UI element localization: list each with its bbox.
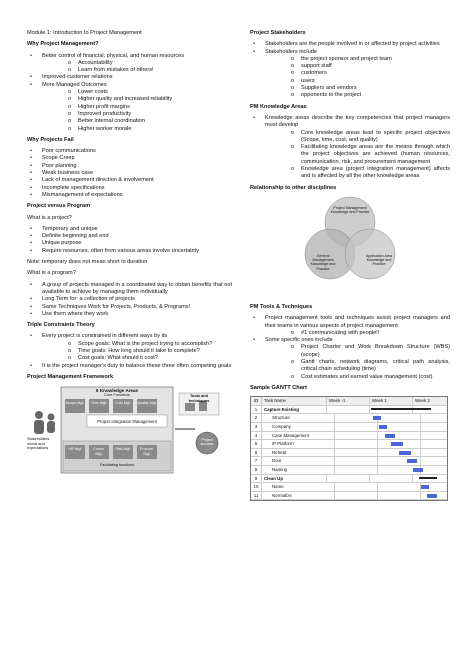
- gantt-cell: [335, 457, 378, 465]
- gantt-cell: [335, 466, 378, 474]
- tools-heading: PM Tools & Techniques: [250, 303, 313, 310]
- list-item: • Mismanagement of expectations: [27, 192, 232, 199]
- gantt-chart: [250, 396, 448, 501]
- knowledge-areas-label: 9 Knowledge Areas: [95, 388, 139, 394]
- sub-item: o Time goals: How long should it take to complete?: [42, 348, 232, 355]
- list-item: • More Managed Outcomes o Lower costs o Higher quality and increased reliability o Higher profit margins o Improved productivity o Better internal coordination o Higher worker morale: [27, 82, 232, 133]
- project-list: [27, 226, 232, 255]
- triple-constraints-heading: Triple Constraints Theory: [27, 322, 95, 329]
- sub-item: o Higher quality and increased reliability: [42, 96, 232, 103]
- gantt-heading: Sample GANTT Chart: [250, 384, 307, 391]
- list-item: • A group of projects managed in a coordinated way to obtain benefits that not available to achieve by managing them individually: [27, 282, 232, 297]
- gantt-bar: [371, 408, 431, 411]
- gantt-row-task: Capture Existing: [262, 406, 327, 414]
- gantt-col-week2: Week 2: [415, 398, 430, 404]
- person-icon: [34, 411, 55, 434]
- gantt-bar: [413, 468, 423, 472]
- list-item: • Use them where they work: [27, 311, 232, 318]
- list-item: • Definite beginning and end: [27, 233, 232, 240]
- facil-box-4: Procure. Mgt.: [140, 447, 154, 456]
- list-item: • Every project is constrained in different ways by its o Scope goals: What is the project trying to accomplish? o Time goals: How long should it take to complete? o Cost goals: What should it cost?: [27, 333, 232, 362]
- gantt-bar: [391, 442, 403, 446]
- sub-item: o Improved productivity: [42, 111, 232, 118]
- sub-item: o Scope goals: What is the project trying to accomplish?: [42, 341, 232, 348]
- gantt-col-week-minus1: Week -1: [327, 397, 370, 405]
- list-item: • Poor communications: [27, 148, 232, 155]
- gantt-col-week1: Week 1: [370, 397, 413, 405]
- gantt-row: [251, 457, 447, 466]
- gantt-row-id: 6: [251, 449, 262, 457]
- core-box-4: Quality Mgt.: [137, 401, 157, 406]
- gantt-row-task: Naming: [262, 466, 335, 474]
- gantt-row-task: Case Management: [262, 432, 335, 440]
- gantt-row-task: IP Platform: [262, 440, 335, 448]
- gantt-row-id: 5: [251, 440, 262, 448]
- gantt-row-id: 1: [251, 406, 262, 414]
- gantt-cell: [421, 432, 447, 440]
- core-box-1: Scope Mgt.: [65, 401, 85, 406]
- gantt-cell: [335, 432, 378, 440]
- gantt-row-id: 9: [251, 475, 262, 483]
- what-is-program: What is a program?: [27, 270, 76, 277]
- sub-item: o #1 communicating with people!!: [265, 330, 450, 337]
- venn-right-label: Application Area Knowledge and Practice: [366, 253, 392, 267]
- gantt-row: [251, 414, 447, 423]
- note-text: Note: temporary does not mean short in duration: [27, 259, 148, 266]
- sub-item: o Project Charter and Work Breakdown Structure (WBS) (scope): [265, 344, 450, 359]
- list-item: • Project management tools and techniques assist project managers and their teams in various aspects of project management o #1 communicating with people!!: [250, 315, 450, 337]
- gantt-cell: [335, 449, 378, 457]
- knowledge-areas-heading: PM Knowledge Areas: [250, 103, 307, 110]
- gantt-bar: [385, 434, 395, 438]
- gantt-col-id: ID: [251, 397, 262, 405]
- gantt-cell: [421, 414, 447, 422]
- what-is-project: What is a project?: [27, 214, 72, 221]
- list-item: • Incomplete specifications: [27, 185, 232, 192]
- gantt-row-task: Company: [262, 423, 335, 431]
- sub-item: o opponents to the project: [265, 92, 450, 99]
- gantt-bar: [419, 477, 437, 480]
- gantt-cell: [421, 466, 447, 474]
- gantt-row-task: Clean Up: [262, 475, 327, 483]
- gantt-cell: [370, 475, 413, 483]
- core-functions-label: Core Functions: [104, 393, 130, 398]
- sub-item: o Gantt charts, network diagrams, critical path analysis, critical chain scheduling (time): [265, 359, 450, 374]
- stakeholders-label: Stakeholders' needs and expectations: [27, 437, 50, 450]
- list-item: • Poor planning: [27, 163, 232, 170]
- gantt-cell: [378, 492, 421, 500]
- gantt-cell: [421, 449, 447, 457]
- facil-box-3: Risk Mgt.: [115, 447, 131, 452]
- gantt-row-id: 2: [251, 414, 262, 422]
- project-vs-program-heading: Project versus Program: [27, 203, 91, 210]
- tools-list: [250, 315, 450, 381]
- gantt-row: [251, 492, 447, 501]
- list-item: • Improved customer relations: [27, 74, 232, 81]
- gantt-row-task: Retreat: [262, 449, 335, 457]
- module-title: Module 1: Introduction to Project Management: [27, 30, 142, 36]
- tools-label: Tools and techniques: [188, 393, 210, 403]
- list-item: • Scope Creep: [27, 155, 232, 162]
- list-item: • Long Term for: a collection of projects: [27, 296, 232, 303]
- sub-item: o Lower costs: [42, 89, 232, 96]
- sub-item: o support staff: [265, 63, 450, 70]
- why-fail-list: [27, 148, 232, 199]
- gantt-bar: [407, 459, 417, 463]
- framework-figure: [27, 385, 227, 477]
- gantt-bar: [421, 485, 429, 489]
- gantt-cell: [421, 440, 447, 448]
- gantt-cell: [335, 492, 378, 500]
- gantt-row-id: 7: [251, 457, 262, 465]
- sub-item: o Better internal coordination: [42, 118, 232, 125]
- gantt-row: [251, 440, 447, 449]
- facil-box-1: HR Mgt.: [68, 447, 82, 452]
- sub-item: o the project sponsor and project team: [265, 56, 450, 63]
- sub-item: o Higher profit margins: [42, 104, 232, 111]
- triple-list: [27, 333, 232, 369]
- sub-item: o Learn from mistakes of others!: [42, 67, 232, 74]
- gantt-row: [251, 475, 447, 484]
- gantt-cell: [335, 414, 378, 422]
- list-item: • Weak business case: [27, 170, 232, 177]
- list-item: • It is the project manager's duty to balance these three often competing goals: [27, 363, 232, 370]
- gantt-cell: [327, 475, 370, 483]
- sub-item: o customers: [265, 70, 450, 77]
- core-box-2: Time Mgt.: [90, 401, 108, 406]
- why-pm-heading: Why Project Management?: [27, 41, 99, 48]
- gantt-row: [251, 423, 447, 432]
- gantt-row: [251, 449, 447, 458]
- relationship-heading: Relationship to other disciplines: [250, 184, 337, 191]
- stakeholders-list: [250, 41, 450, 99]
- gantt-row-task: Door: [262, 457, 335, 465]
- venn-diagram: [250, 196, 450, 280]
- why-pm-list: [27, 53, 232, 133]
- success-label: Project success: [200, 438, 214, 447]
- list-item: • Knowledge areas describe the key competencies that project managers must develop o Core knowledge areas lead to specific project objectives (Scope, time, cost, and quality) o Facilitating knowledge areas are the means through which the project objectives are achieved (human resources, communication, risk, and procurement management o Knowledge area (project integration management) affects and is affected by all the other knowledge areas: [250, 115, 450, 181]
- gantt-cell: [421, 457, 447, 465]
- left-column: [27, 30, 232, 483]
- stakeholders-heading: Project Stakeholders: [250, 30, 306, 36]
- program-list: [27, 282, 232, 318]
- list-item: • Lack of management direction & involvement: [27, 177, 232, 184]
- why-fail-heading: Why Projects Fail: [27, 136, 74, 143]
- gantt-cell: [378, 414, 421, 422]
- sub-item: o users: [265, 78, 450, 85]
- list-item: • Unique purpose: [27, 240, 232, 247]
- knowledge-list: [250, 115, 450, 181]
- sub-item: o Core knowledge areas lead to specific project objectives (Scope, time, cost, and quality): [265, 130, 450, 145]
- sub-item: o Accountability: [42, 60, 232, 67]
- gantt-bar: [373, 416, 381, 420]
- sub-item: o Higher worker morale: [42, 126, 232, 133]
- sub-item: o Facilitating knowledge areas are the means through which the project objectives are achieved (human resources, communication, risk, and procurement management: [265, 144, 450, 166]
- right-column: [250, 30, 450, 501]
- gantt-cell: [335, 440, 378, 448]
- facil-box-2: Comm. Mgt.: [93, 447, 105, 456]
- gantt-bar: [399, 451, 411, 455]
- sub-item: o Knowledge area (project integration management) affects and is affected by all the other knowledge areas: [265, 166, 450, 181]
- venn-top-label: Project Management Knowledge and Practice: [330, 205, 370, 215]
- gantt-bar: [379, 425, 387, 429]
- gantt-header: [251, 397, 447, 406]
- gantt-row-id: 8: [251, 466, 262, 474]
- gantt-cell: [378, 483, 421, 491]
- gantt-row: [251, 483, 447, 492]
- list-item: • Better control of financial, physical, and human resources o Accountability o Learn from mistakes of others!: [27, 53, 232, 75]
- sub-item: o Cost estimates and earned value management (cost): [265, 374, 450, 381]
- gantt-row-id: 10: [251, 483, 262, 491]
- sub-item: o Cost goals: What should it cost?: [42, 355, 232, 362]
- gantt-row-id: 4: [251, 432, 262, 440]
- gantt-row-task: Normalize: [262, 492, 335, 500]
- integration-label: Project Integration Management: [97, 419, 157, 425]
- list-item: • Require resources, often from various areas involve uncertainty: [27, 248, 232, 255]
- facil-functions-label: Facilitating functions: [99, 463, 135, 468]
- gantt-cell: [335, 423, 378, 431]
- gantt-row-task: Structure: [262, 414, 335, 422]
- core-box-3: Cost Mgt.: [115, 401, 131, 406]
- gantt-bar: [427, 494, 437, 498]
- gantt-row-id: 11: [251, 492, 262, 500]
- list-item: • Temporary and unique: [27, 226, 232, 233]
- sub-item: o Suppliers and vendors: [265, 85, 450, 92]
- gantt-row-id: 3: [251, 423, 262, 431]
- venn-left-label: General Management Knowledge and Practice: [310, 253, 336, 271]
- gantt-cell: [421, 423, 447, 431]
- gantt-rows: [251, 406, 447, 501]
- gantt-row-task: Name: [262, 483, 335, 491]
- list-item: • Stakeholders include o the project sponsor and project team o support staff o customers o users o Suppliers and vendors o opponents to the project: [250, 49, 450, 100]
- list-item: • Some specific ones include o Project Charter and Work Breakdown Structure (WBS) (scope) o Gantt charts, network diagrams, critical path analysis, critical chain scheduling (time) o Cost estimates and earned value management (cost): [250, 337, 450, 381]
- list-item: • Same Techniques Work for Projects, Products, & Programs!: [27, 304, 232, 311]
- gantt-cell: [335, 483, 378, 491]
- list-item: • Stakeholders are the people involved in or affected by project activities: [250, 41, 450, 48]
- gantt-row: [251, 432, 447, 441]
- gantt-cell: [327, 406, 370, 414]
- framework-heading: Project Management Framework: [27, 373, 114, 380]
- gantt-col-task: Task Name: [262, 397, 327, 405]
